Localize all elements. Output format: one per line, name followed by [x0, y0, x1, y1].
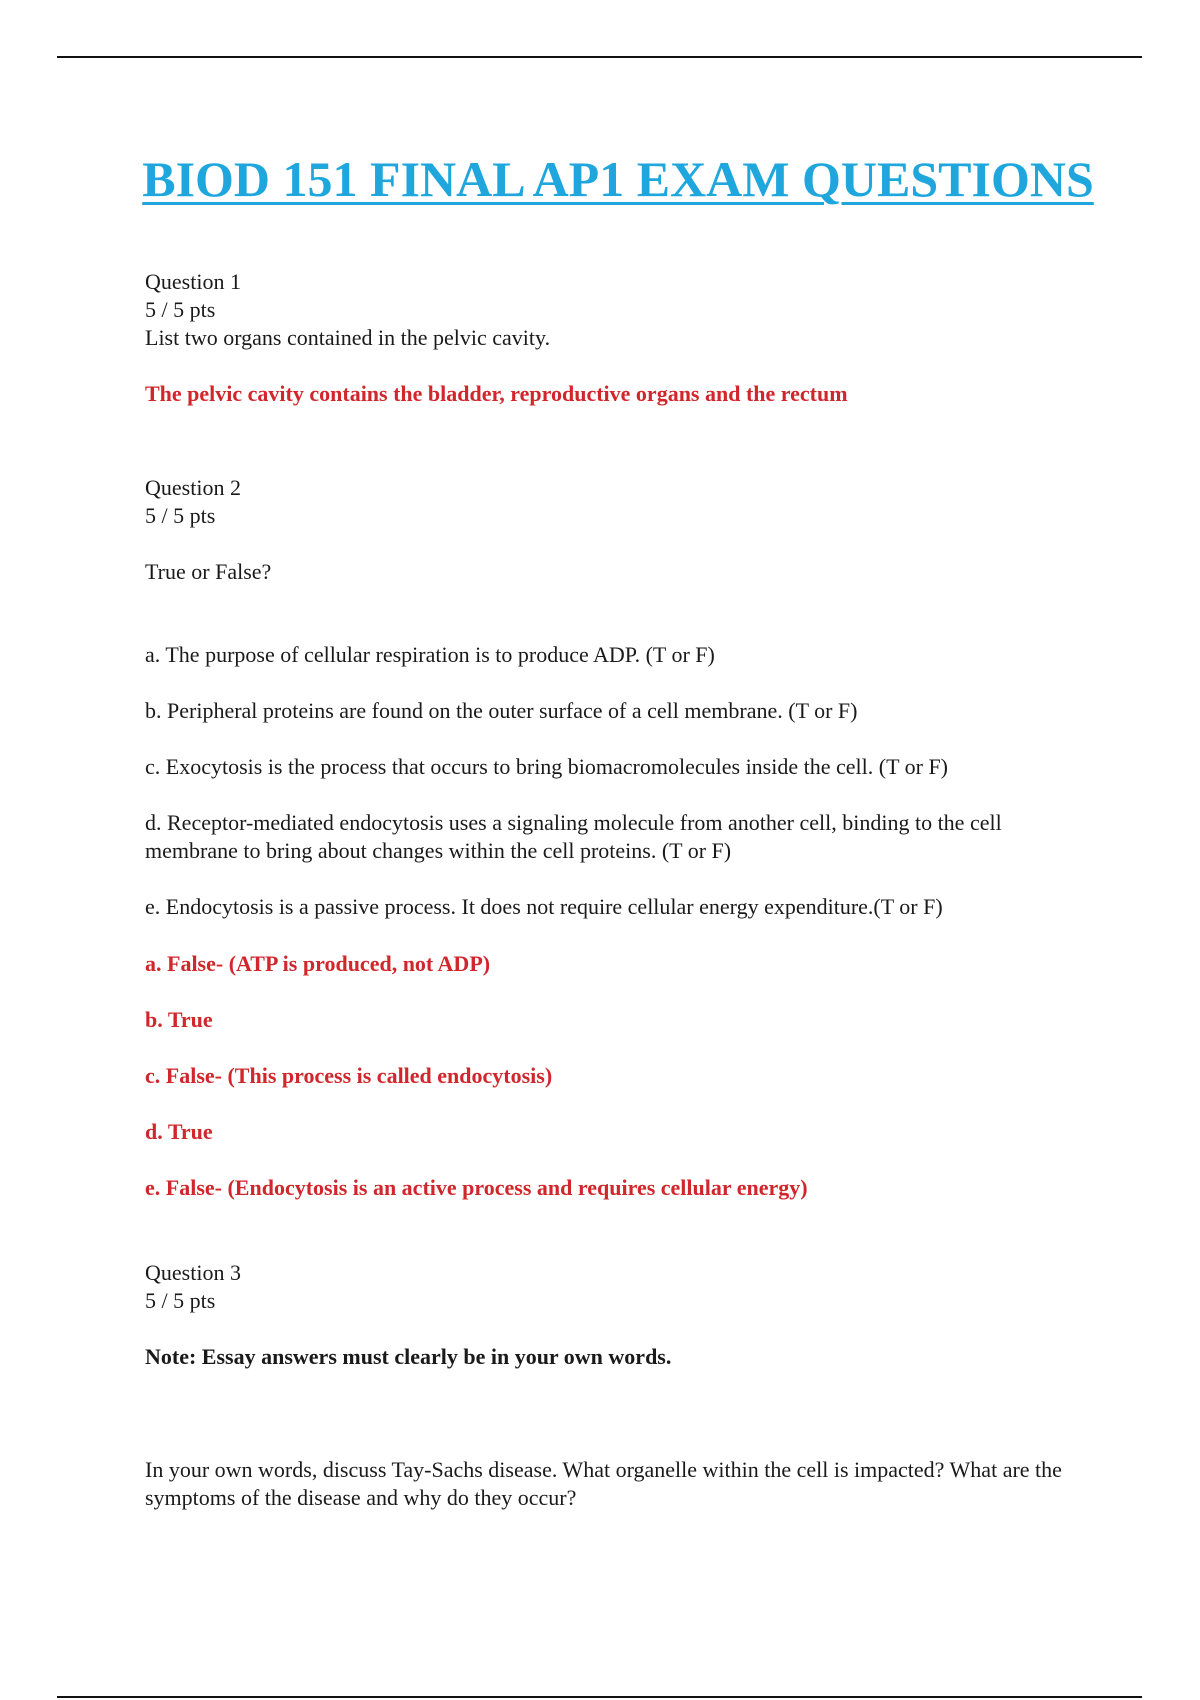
essay-note: Note: Essay answers must clearly be in your own words. — [145, 1344, 672, 1369]
question-1 — [145, 268, 1090, 408]
footer-rule — [57, 1696, 1142, 1698]
question-points: 5 / 5 pts — [145, 503, 216, 528]
document-body — [145, 268, 1090, 1512]
statement-c: c. Exocytosis is the process that occurs to bring biomacromolecules inside the cell. (T or F) — [145, 754, 949, 779]
answer-e: e. False- (Endocytosis is an active process and requires cellular energy) — [145, 1175, 808, 1200]
question-label: Question 2 — [145, 475, 241, 500]
statement-e: e. Endocytosis is a passive process. It does not require cellular energy expenditure.(T or F) — [145, 894, 943, 919]
statement-a: a. The purpose of cellular respiration is to produce ADP. (T or F) — [145, 642, 715, 667]
answer-a: a. False- (ATP is produced, not ADP) — [145, 951, 491, 976]
answer-d: d. True — [145, 1119, 213, 1144]
document-title: BIOD 151 FINAL AP1 EXAM QUESTIONS — [142, 151, 1094, 207]
question-prompt: In your own words, discuss Tay-Sachs disease. What organelle within the cell is impacted? What are the symptoms of the disease and why do they occur? — [145, 1457, 1062, 1510]
question-prompt: True or False? — [145, 559, 272, 584]
question-2 — [145, 474, 1090, 1202]
question-3 — [145, 1259, 1090, 1512]
question-points: 5 / 5 pts — [145, 1288, 216, 1313]
question-points: 5 / 5 pts — [145, 297, 216, 322]
question-label: Question 1 — [145, 269, 241, 294]
answer-b: b. True — [145, 1007, 213, 1032]
statement-b: b. Peripheral proteins are found on the outer surface of a cell membrane. (T or F) — [145, 698, 858, 723]
answer-text: The pelvic cavity contains the bladder, reproductive organs and the rectum — [145, 381, 848, 406]
question-prompt: List two organs contained in the pelvic cavity. — [145, 325, 551, 350]
answer-c: c. False- (This process is called endocytosis) — [145, 1063, 553, 1088]
question-label: Question 3 — [145, 1260, 241, 1285]
statement-d: d. Receptor-mediated endocytosis uses a signaling molecule from another cell, binding to the cell membrane to bring about changes within the cell proteins. (T or F) — [145, 810, 1002, 863]
header-rule — [57, 56, 1142, 58]
